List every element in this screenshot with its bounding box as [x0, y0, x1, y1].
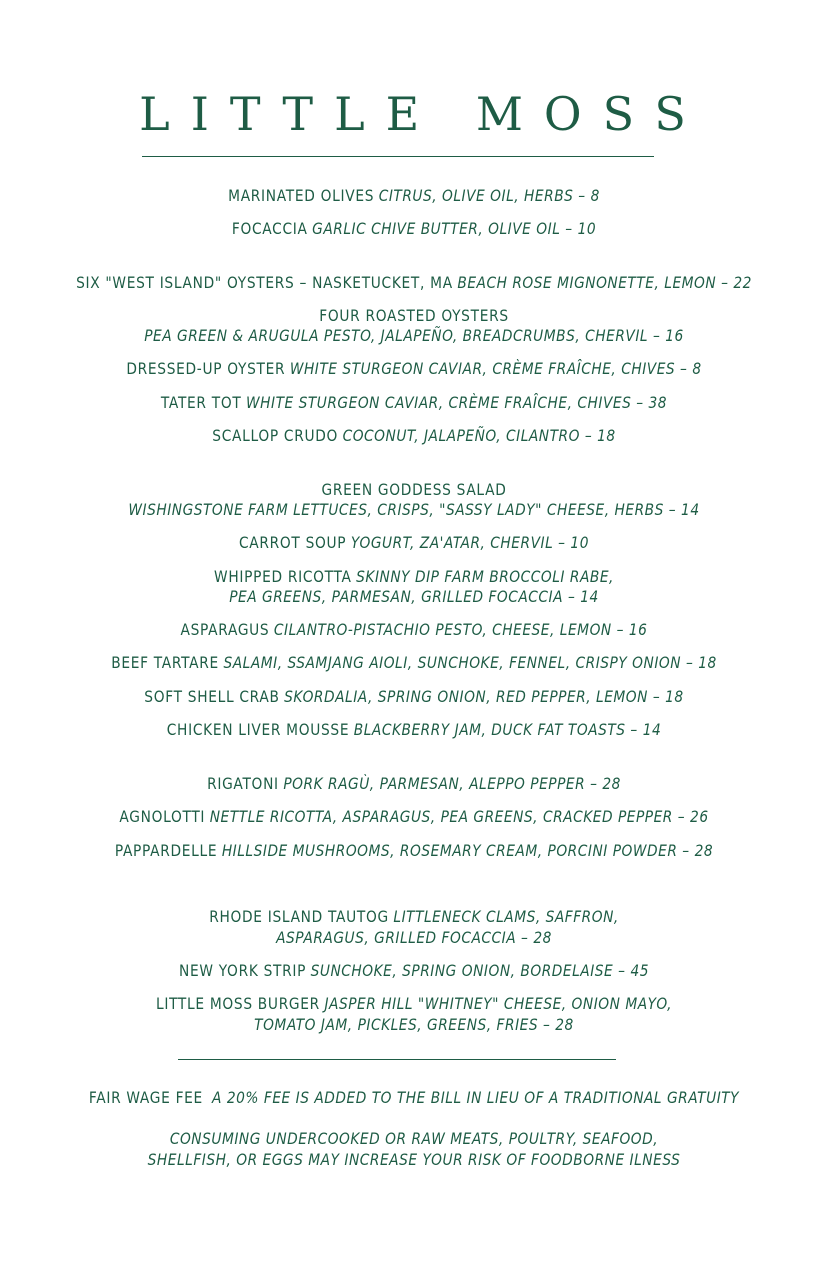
menu-item-pappardelle: [58, 840, 770, 861]
item-description: COCONUT, JALAPEÑO, CILANTRO – 18: [342, 426, 616, 445]
item-description: LITTLENECK CLAMS, SAFFRON,: [393, 907, 619, 926]
menu-item-ricotta-line-1: [58, 566, 770, 587]
menu-item-scallop: [58, 425, 770, 446]
menu-item-dressed-oyster: [58, 358, 770, 379]
menu-item-olives: [58, 185, 770, 206]
item-description: SUNCHOKE, SPRING ONION, BORDELAISE – 45: [310, 961, 649, 980]
menu-item-burger-line-1: [58, 993, 770, 1014]
item-name: FOUR ROASTED OYSTERS: [319, 306, 509, 325]
menu-item-soup: [58, 532, 770, 553]
item-description: SALAMI, SSAMJANG AIOLI, SUNCHOKE, FENNEL, CRISPY ONION – 18: [223, 653, 717, 672]
item-description: WHITE STURGEON CAVIAR, CRÈME FRAÎCHE, CHIVES – 8: [289, 359, 702, 378]
item-description: HILLSIDE MUSHROOMS, ROSEMARY CREAM, PORCINI POWDER – 28: [221, 841, 714, 860]
fee-text: A 20% FEE IS ADDED TO THE BILL IN LIEU OF A TRADITIONAL GRATUITY: [212, 1088, 740, 1107]
footer-divider: [178, 1059, 616, 1060]
item-name: SOFT SHELL CRAB: [144, 687, 280, 706]
menu-item-rigatoni: [58, 773, 770, 794]
fee-label: FAIR WAGE FEE: [88, 1088, 203, 1107]
menu-item-burger-line-2: [58, 1014, 770, 1035]
restaurant-name: LITTLE MOSS: [139, 87, 707, 141]
menu-item-tautog-line-2: [58, 927, 770, 948]
item-name: RHODE ISLAND TAUTOG: [209, 907, 389, 926]
item-name: MARINATED OLIVES: [228, 186, 375, 205]
item-description: BEACH ROSE MIGNONETTE, LEMON – 22: [457, 273, 752, 292]
item-name: BEEF TARTARE: [111, 653, 219, 672]
item-name: CHICKEN LIVER MOUSSE: [166, 720, 350, 739]
item-description: GARLIC CHIVE BUTTER, OLIVE OIL – 10: [312, 219, 597, 238]
item-description: SKINNY DIP FARM BROCCOLI RABE,: [356, 567, 614, 586]
health-warning-text: CONSUMING UNDERCOOKED OR RAW MEATS, POULTRY, SEAFOOD,: [169, 1129, 659, 1148]
menu-item-crab: [58, 686, 770, 707]
fair-wage-fee-note: [58, 1087, 770, 1108]
item-description: ASPARAGUS, GRILLED FOCACCIA – 28: [276, 928, 552, 947]
menu-item-tautog-line-1: [58, 906, 770, 927]
item-name: RIGATONI: [207, 774, 279, 793]
item-description: BLACKBERRY JAM, DUCK FAT TOASTS – 14: [353, 720, 662, 739]
item-name: WHIPPED RICOTTA: [214, 567, 352, 586]
item-description: SKORDALIA, SPRING ONION, RED PEPPER, LEMON – 18: [284, 687, 684, 706]
menu-item-salad-name: [58, 479, 770, 500]
item-description: PEA GREEN & ARUGULA PESTO, JALAPEÑO, BREADCRUMBS, CHERVIL – 16: [144, 326, 684, 345]
item-name: TATER TOT: [160, 393, 242, 412]
item-description: CITRUS, OLIVE OIL, HERBS – 8: [378, 186, 600, 205]
item-description: JASPER HILL "WHITNEY" CHEESE, ONION MAYO,: [324, 994, 673, 1013]
health-warning-line-2: [58, 1149, 770, 1170]
menu-item-mousse: [58, 719, 770, 740]
menu-item-asparagus: [58, 619, 770, 640]
item-name: PAPPARDELLE: [114, 841, 218, 860]
item-description: CILANTRO-PISTACHIO PESTO, CHEESE, LEMON – 16: [273, 620, 648, 639]
item-name: NEW YORK STRIP: [178, 961, 307, 980]
item-description: NETTLE RICOTTA, ASPARAGUS, PEA GREENS, CRACKED PEPPER – 26: [209, 807, 709, 826]
item-description: TOMATO JAM, PICKLES, GREENS, FRIES – 28: [254, 1015, 574, 1034]
health-warning-text: SHELLFISH, OR EGGS MAY INCREASE YOUR RISK OF FOODBORNE ILNESS: [147, 1150, 681, 1169]
item-name: GREEN GODDESS SALAD: [321, 480, 507, 499]
item-name: SCALLOP CRUDO: [212, 426, 339, 445]
menu-item-tater-tot: [58, 392, 770, 413]
item-description: PORK RAGÙ, PARMESAN, ALEPPO PEPPER – 28: [283, 774, 621, 793]
item-name: SIX "WEST ISLAND" OYSTERS – NASKETUCKET, MA: [76, 273, 453, 292]
item-name: LITTLE MOSS BURGER: [155, 994, 320, 1013]
menu-item-oysters-raw: [58, 272, 770, 293]
menu-item-strip: [58, 960, 770, 981]
menu-item-salad-desc: [58, 499, 770, 520]
item-name: AGNOLOTTI: [119, 807, 206, 826]
item-description: YOGURT, ZA'ATAR, CHERVIL – 10: [350, 533, 589, 552]
title-divider: [142, 156, 654, 157]
item-name: CARROT SOUP: [239, 533, 347, 552]
item-description: WISHINGSTONE FARM LETTUCES, CRISPS, "SASSY LADY" CHEESE, HERBS – 14: [128, 500, 700, 519]
menu-item-tartare: [58, 652, 770, 673]
menu-item-agnolotti: [58, 806, 770, 827]
item-name: DRESSED-UP OYSTER: [126, 359, 286, 378]
item-name: FOCACCIA: [231, 219, 308, 238]
item-description: PEA GREENS, PARMESAN, GRILLED FOCACCIA – 14: [229, 587, 599, 606]
menu-item-ricotta-line-2: [58, 586, 770, 607]
item-description: WHITE STURGEON CAVIAR, CRÈME FRAÎCHE, CHIVES – 38: [246, 393, 668, 412]
menu-item-focaccia: [58, 218, 770, 239]
menu-item-oysters-roasted-name: [58, 305, 770, 326]
menu-item-oysters-roasted-desc: [58, 325, 770, 346]
health-warning-line-1: [58, 1128, 770, 1149]
item-name: ASPARAGUS: [180, 620, 270, 639]
